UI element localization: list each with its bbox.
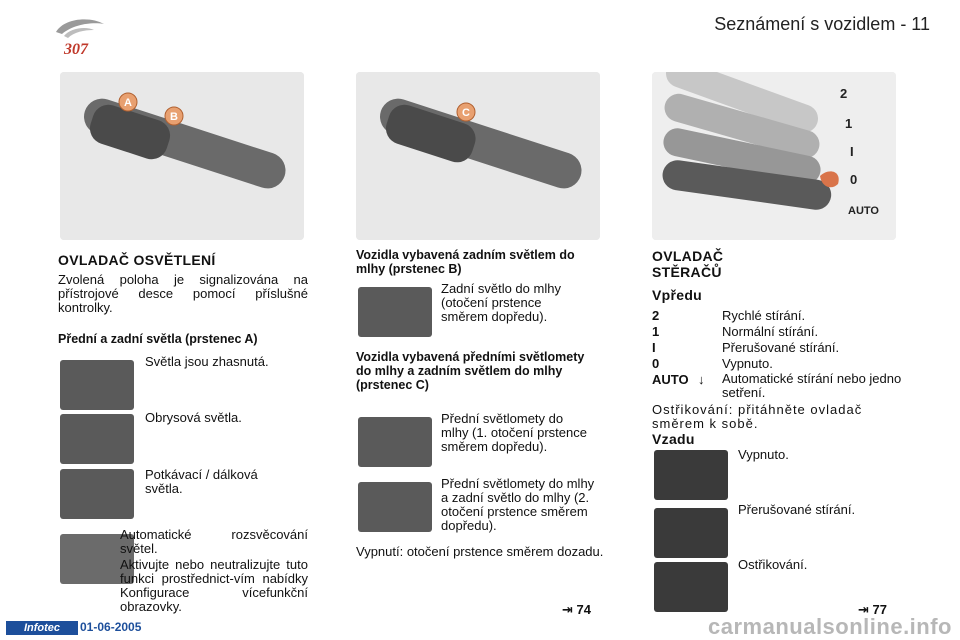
front-rear-fog-icon [358, 482, 432, 532]
dipped-main-text: Potkávací / dálková světla. [145, 467, 258, 496]
dipped-main-icon [60, 469, 134, 519]
forward-arrows-icon: ⇥ [562, 602, 573, 617]
site-watermark: carmanualsonline.info [708, 614, 952, 639]
forward-arrows-icon: ⇥ [858, 602, 869, 617]
wiper-pos-1: 1 [845, 116, 853, 131]
wiper-pos-0: 0 [850, 172, 858, 187]
page-title: Seznámení s vozidlem - 11 [714, 14, 930, 34]
page-ref-74[interactable]: ⇥ 74 [562, 602, 591, 617]
fog-off-text: Vypnutí: otočení prstence směrem dozadu. [356, 544, 604, 559]
lighting-intro: Zvolená poloha je signalizována na přístrojové desce pomocí příslušné kontrolky. [58, 272, 308, 315]
infotec-badge: Infotec [6, 621, 78, 635]
rear-wiper-off-icon [654, 450, 728, 500]
front-fog-icon [358, 417, 432, 467]
rear-wiper-intermittent-icon [654, 508, 728, 558]
lights-off-text: Světla jsou zhasnutá. [145, 354, 269, 369]
rear-wiper-heading: Vzadu [652, 431, 695, 447]
wiper-pos-auto: AUTO [848, 205, 879, 217]
print-date: 01-06-2005 [80, 620, 142, 634]
wiper-pos-2: 2 [840, 86, 848, 101]
logo-text: 307 [64, 41, 88, 58]
washer-text: Ostřikování: přitáhněte ovladač směrem k sobě. [652, 402, 863, 431]
front-fog-text: Přední světlomety do mlhy (1. otočení prstence směrem dopředu). [441, 411, 587, 454]
auto-lights-config-text: Aktivujte nebo neutralizujte tuto funkci prostřednict-vím nabídky Konfigurace vícefunkční obrazovky. [120, 557, 308, 614]
rear-wiper-intermittent-text: Přerušované stírání. [738, 502, 856, 517]
ring-c-label: C [462, 107, 470, 119]
sidelights-icon [60, 414, 134, 464]
brand-logo [50, 14, 110, 58]
lights-off-icon [60, 360, 134, 410]
sidelights-text: Obrysová světla. [145, 410, 242, 425]
wiper-heading: OVLADAČ STĚRAČŮ [652, 248, 724, 280]
rear-fog-icon [358, 287, 432, 337]
down-arrow-icon: ↓ [698, 372, 705, 387]
wiper-stalk-photo [652, 72, 896, 240]
front-rear-fog-text: Přední světlomety do mlhy a zadní světlo do mlhy (2. otočení prstence směrem dopředu). [441, 476, 595, 533]
front-rear-subheading: Přední a zadní světla (prstenec A) [58, 332, 258, 346]
light-stalk-photo [60, 72, 304, 240]
page-ref-77[interactable]: ⇥ 77 [858, 602, 887, 617]
fog-stalk-photo [356, 72, 600, 240]
rear-fog-subheading: Vozidla vybavená zadním světlem do mlhy (prstenec B) [356, 248, 575, 276]
ring-b-label: B [170, 111, 178, 123]
front-wiper-heading: Vpředu [652, 287, 703, 303]
rear-fog-text: Zadní světlo do mlhy (otočení prstence směrem dopředu). [441, 281, 561, 324]
auto-lights-text: Automatické rozsvěcování světel. [120, 527, 308, 556]
ring-a-label: A [124, 97, 132, 109]
rear-washer-icon [654, 562, 728, 612]
front-fog-subheading: Vozidla vybavená předními světlomety do mlhy a zadním světlem do mlhy (prstenec C) [356, 350, 585, 392]
wiper-pos-i: I [850, 144, 854, 159]
rear-washer-text: Ostřikování. [738, 557, 808, 572]
lighting-heading: OVLADAČ OSVĚTLENÍ [58, 252, 216, 268]
rear-wiper-off-text: Vypnuto. [738, 447, 789, 462]
